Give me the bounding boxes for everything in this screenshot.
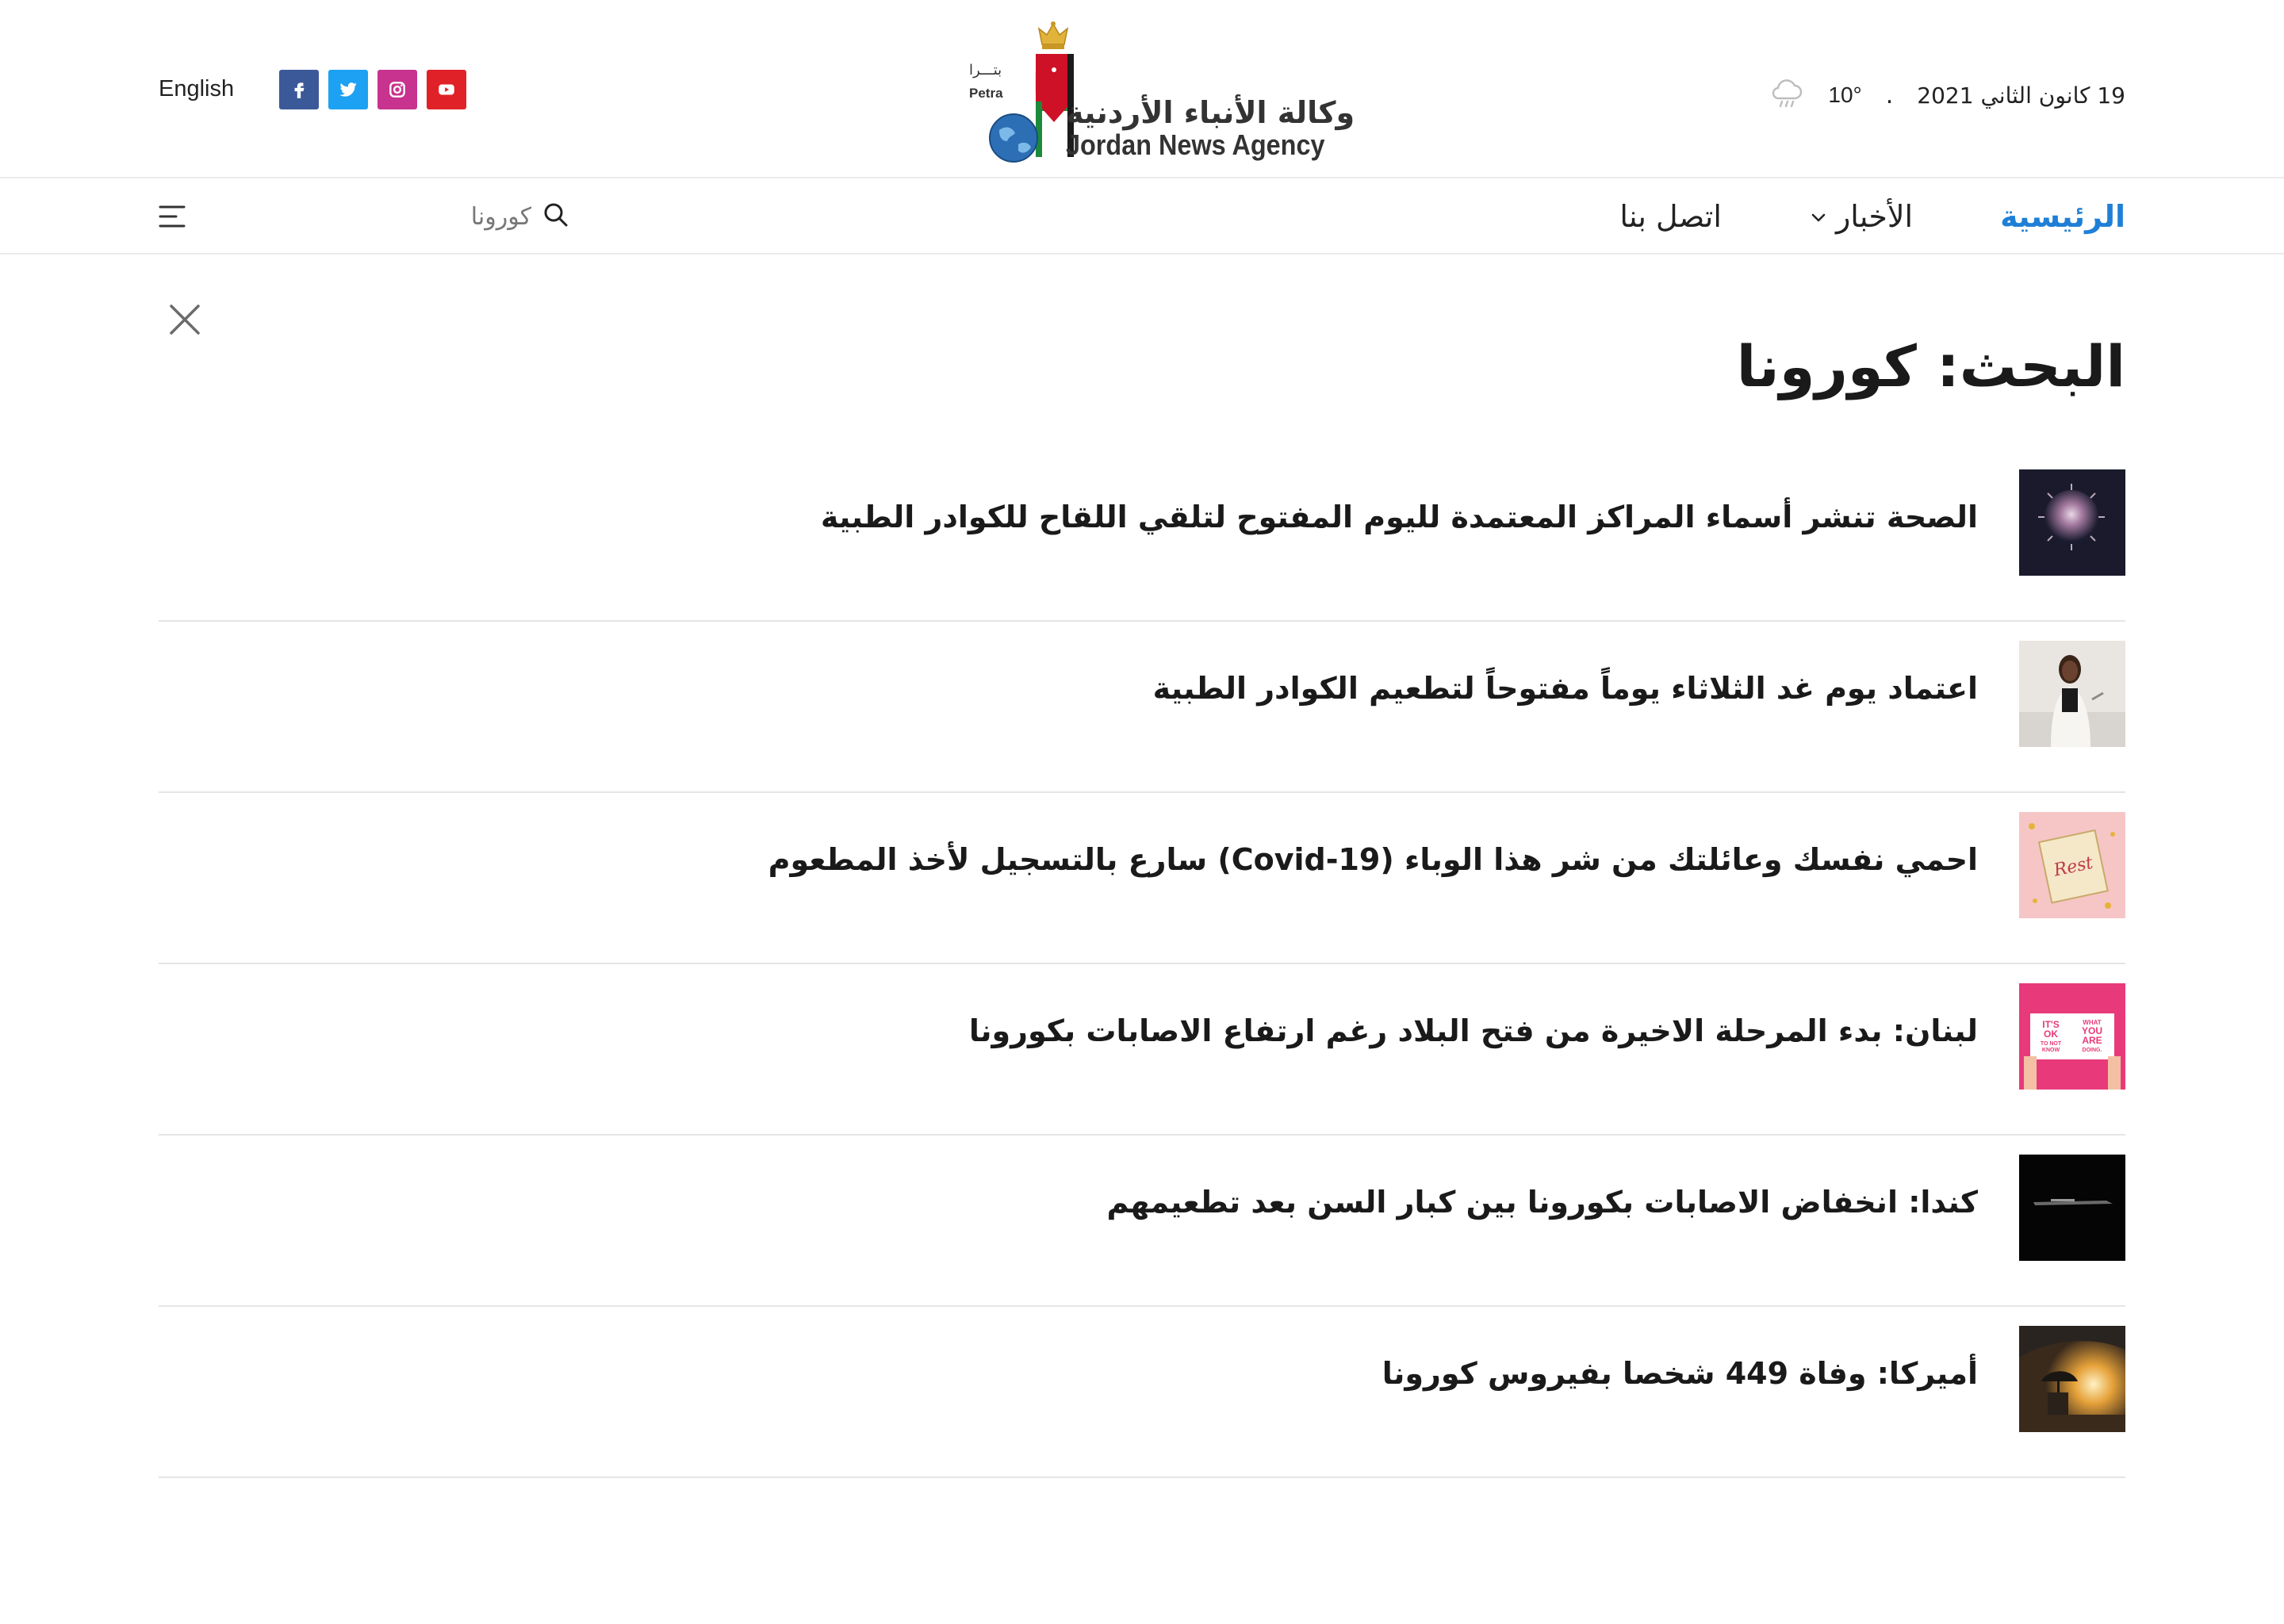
- result-title[interactable]: كندا: انخفاض الاصابات بكورونا بين كبار السن بعد تطعيمهم: [1106, 1185, 1978, 1220]
- result-thumbnail[interactable]: [2019, 641, 2125, 747]
- logo-name-english: Jordan News Agency: [1066, 128, 1325, 161]
- result-title[interactable]: اعتماد يوم غد الثلاثاء يوماً مفتوحاً لتطعيم الكوادر الطبية: [1152, 671, 1978, 706]
- rain-cloud-icon: [1769, 78, 1804, 113]
- result-title[interactable]: الصحة تنشر أسماء المراكز المعتمدة لليوم المفتوح لتلقي اللقاح للكوادر الطبية: [820, 500, 1978, 534]
- sign-text: DOING.: [2082, 1048, 2102, 1053]
- result-item[interactable]: [159, 964, 2125, 1136]
- result-title[interactable]: لبنان: بدء المرحلة الاخيرة من فتح البلاد رغم ارتفاع الاصابات بكورونا: [968, 1013, 1978, 1048]
- sign-text: KNOW: [2041, 1048, 2060, 1053]
- current-date: 19 كانون الثاني 2021: [1917, 82, 2125, 109]
- logo-petra-arabic: بتـــرا: [969, 62, 1002, 79]
- language-link-english[interactable]: English: [159, 76, 235, 102]
- sign-text: OK: [2044, 1028, 2058, 1040]
- page-title: البحث: كورونا: [1736, 333, 2125, 400]
- facebook-icon[interactable]: [279, 70, 319, 109]
- logo-name-arabic: وكالة الأنباء الأردنية: [1066, 95, 1355, 130]
- sign-text: TO NOT: [2040, 1041, 2062, 1047]
- result-item[interactable]: [159, 1136, 2125, 1307]
- instagram-icon[interactable]: [377, 70, 417, 109]
- main-nav: [0, 178, 2284, 255]
- nav-item-news[interactable]: [1809, 199, 1913, 234]
- petra-logo[interactable]: [960, 17, 1355, 168]
- result-title[interactable]: احمي نفسك وعائلتك من شر هذا الوباء (Covid-19) سارع بالتسجيل لأخذ المطعوم: [768, 842, 1978, 877]
- sign-text: WHAT: [2083, 1019, 2102, 1026]
- logo-petra-english: Petra: [969, 86, 1003, 101]
- close-icon[interactable]: [167, 301, 203, 338]
- hamburger-icon[interactable]: [159, 203, 186, 233]
- sign-text: ARE: [2082, 1035, 2102, 1046]
- nav-item-news-label: الأخبار: [1835, 199, 1914, 234]
- date-weather: [1769, 78, 2125, 113]
- result-thumbnail[interactable]: [2019, 983, 2125, 1090]
- nav-item-home-label: الرئيسية: [2000, 199, 2125, 234]
- top-header: [0, 0, 2284, 178]
- result-item[interactable]: [159, 793, 2125, 964]
- social-links: [279, 70, 466, 109]
- result-thumbnail[interactable]: [2019, 1155, 2125, 1261]
- nav-search: [444, 194, 571, 239]
- nav-item-home[interactable]: [2000, 199, 2125, 234]
- sign-text: YOU: [2081, 1025, 2103, 1036]
- result-item[interactable]: [159, 622, 2125, 793]
- result-item[interactable]: [159, 1307, 2125, 1478]
- result-thumbnail[interactable]: [2019, 812, 2125, 918]
- temperature: 10°: [1828, 82, 1862, 107]
- nav-item-contact-label: اتصل بنا: [1619, 199, 1722, 234]
- result-thumbnail[interactable]: [2019, 469, 2125, 576]
- search-input[interactable]: [444, 203, 531, 231]
- result-item[interactable]: [159, 450, 2125, 622]
- twitter-icon[interactable]: [328, 70, 368, 109]
- rest-card-text: Rest: [2052, 852, 2095, 881]
- result-thumbnail[interactable]: [2019, 1326, 2125, 1432]
- nav-links: [1619, 178, 2125, 255]
- youtube-icon[interactable]: [427, 70, 466, 109]
- nav-item-contact[interactable]: [1619, 199, 1722, 234]
- sign-text: IT'S: [2042, 1019, 2060, 1030]
- search-icon[interactable]: [542, 201, 569, 232]
- chevron-down-icon: [1809, 199, 1828, 234]
- separator-dot: .: [1885, 81, 1894, 109]
- result-title[interactable]: أميركا: وفاة 449 شخصا بفيروس كورونا: [1382, 1356, 1978, 1391]
- search-results: [159, 450, 2125, 1478]
